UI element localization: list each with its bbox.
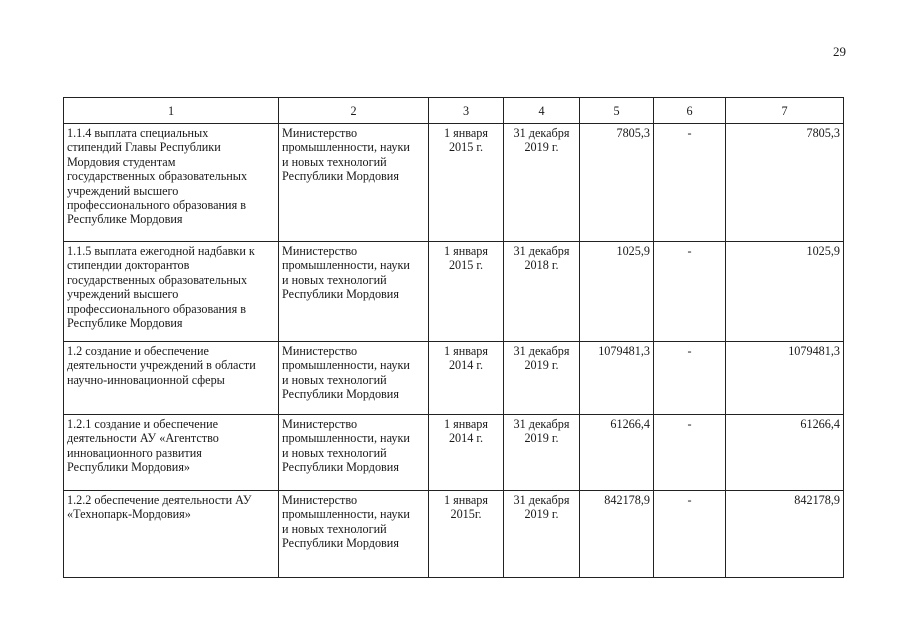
program-table [63, 97, 844, 578]
executor: Министерство промышленности, науки и новых технологий Республики Мордовия [279, 415, 429, 491]
header-cell: 6 [654, 98, 726, 124]
start-date: 1 января 2015 г. [429, 124, 504, 242]
table-row [64, 342, 844, 415]
activity-name: 1.2 создание и обеспечение деятельности учреждений в области научно-инновационной сферы [64, 342, 279, 415]
end-date: 31 декабря 2019 г. [504, 342, 580, 415]
end-date: 31 декабря 2019 г. [504, 415, 580, 491]
amount-col7: 1079481,3 [726, 342, 844, 415]
table-row [64, 415, 844, 491]
activity-name: 1.1.5 выплата ежегодной надбавки к стипендии докторантов государственных образовательных учреждений высшего профессионального образования в Республике Мордовия [64, 242, 279, 342]
activity-name: 1.2.1 создание и обеспечение деятельности АУ «Агентство инновационного развития Республики Мордовия» [64, 415, 279, 491]
table-row [64, 491, 844, 578]
amount-col5: 1079481,3 [580, 342, 654, 415]
amount-col5: 61266,4 [580, 415, 654, 491]
amount-col6: - [654, 242, 726, 342]
header-cell: 4 [504, 98, 580, 124]
amount-col7: 1025,9 [726, 242, 844, 342]
table-row [64, 242, 844, 342]
amount-col5: 7805,3 [580, 124, 654, 242]
header-cell: 2 [279, 98, 429, 124]
start-date: 1 января 2015г. [429, 491, 504, 578]
amount-col7: 7805,3 [726, 124, 844, 242]
header-cell: 3 [429, 98, 504, 124]
amount-col5: 1025,9 [580, 242, 654, 342]
amount-col6: - [654, 124, 726, 242]
start-date: 1 января 2015 г. [429, 242, 504, 342]
amount-col7: 842178,9 [726, 491, 844, 578]
start-date: 1 января 2014 г. [429, 342, 504, 415]
executor: Министерство промышленности, науки и новых технологий Республики Мордовия [279, 342, 429, 415]
header-cell: 5 [580, 98, 654, 124]
activity-name: 1.2.2 обеспечение деятельности АУ «Технопарк-Мордовия» [64, 491, 279, 578]
amount-col6: - [654, 415, 726, 491]
end-date: 31 декабря 2019 г. [504, 491, 580, 578]
activity-name: 1.1.4 выплата специальных стипендий Главы Республики Мордовия студентам государственных образовательных учреждений высшего профессионального образования в Республике Мордовия [64, 124, 279, 242]
table-header-row [64, 98, 844, 124]
page-number: 29 [833, 44, 846, 59]
amount-col6: - [654, 491, 726, 578]
amount-col5: 842178,9 [580, 491, 654, 578]
header-cell: 7 [726, 98, 844, 124]
end-date: 31 декабря 2018 г. [504, 242, 580, 342]
amount-col7: 61266,4 [726, 415, 844, 491]
table-row [64, 124, 844, 242]
start-date: 1 января 2014 г. [429, 415, 504, 491]
executor: Министерство промышленности, науки и новых технологий Республики Мордовия [279, 491, 429, 578]
header-cell: 1 [64, 98, 279, 124]
executor: Министерство промышленности, науки и новых технологий Республики Мордовия [279, 242, 429, 342]
amount-col6: - [654, 342, 726, 415]
executor: Министерство промышленности, науки и новых технологий Республики Мордовия [279, 124, 429, 242]
end-date: 31 декабря 2019 г. [504, 124, 580, 242]
